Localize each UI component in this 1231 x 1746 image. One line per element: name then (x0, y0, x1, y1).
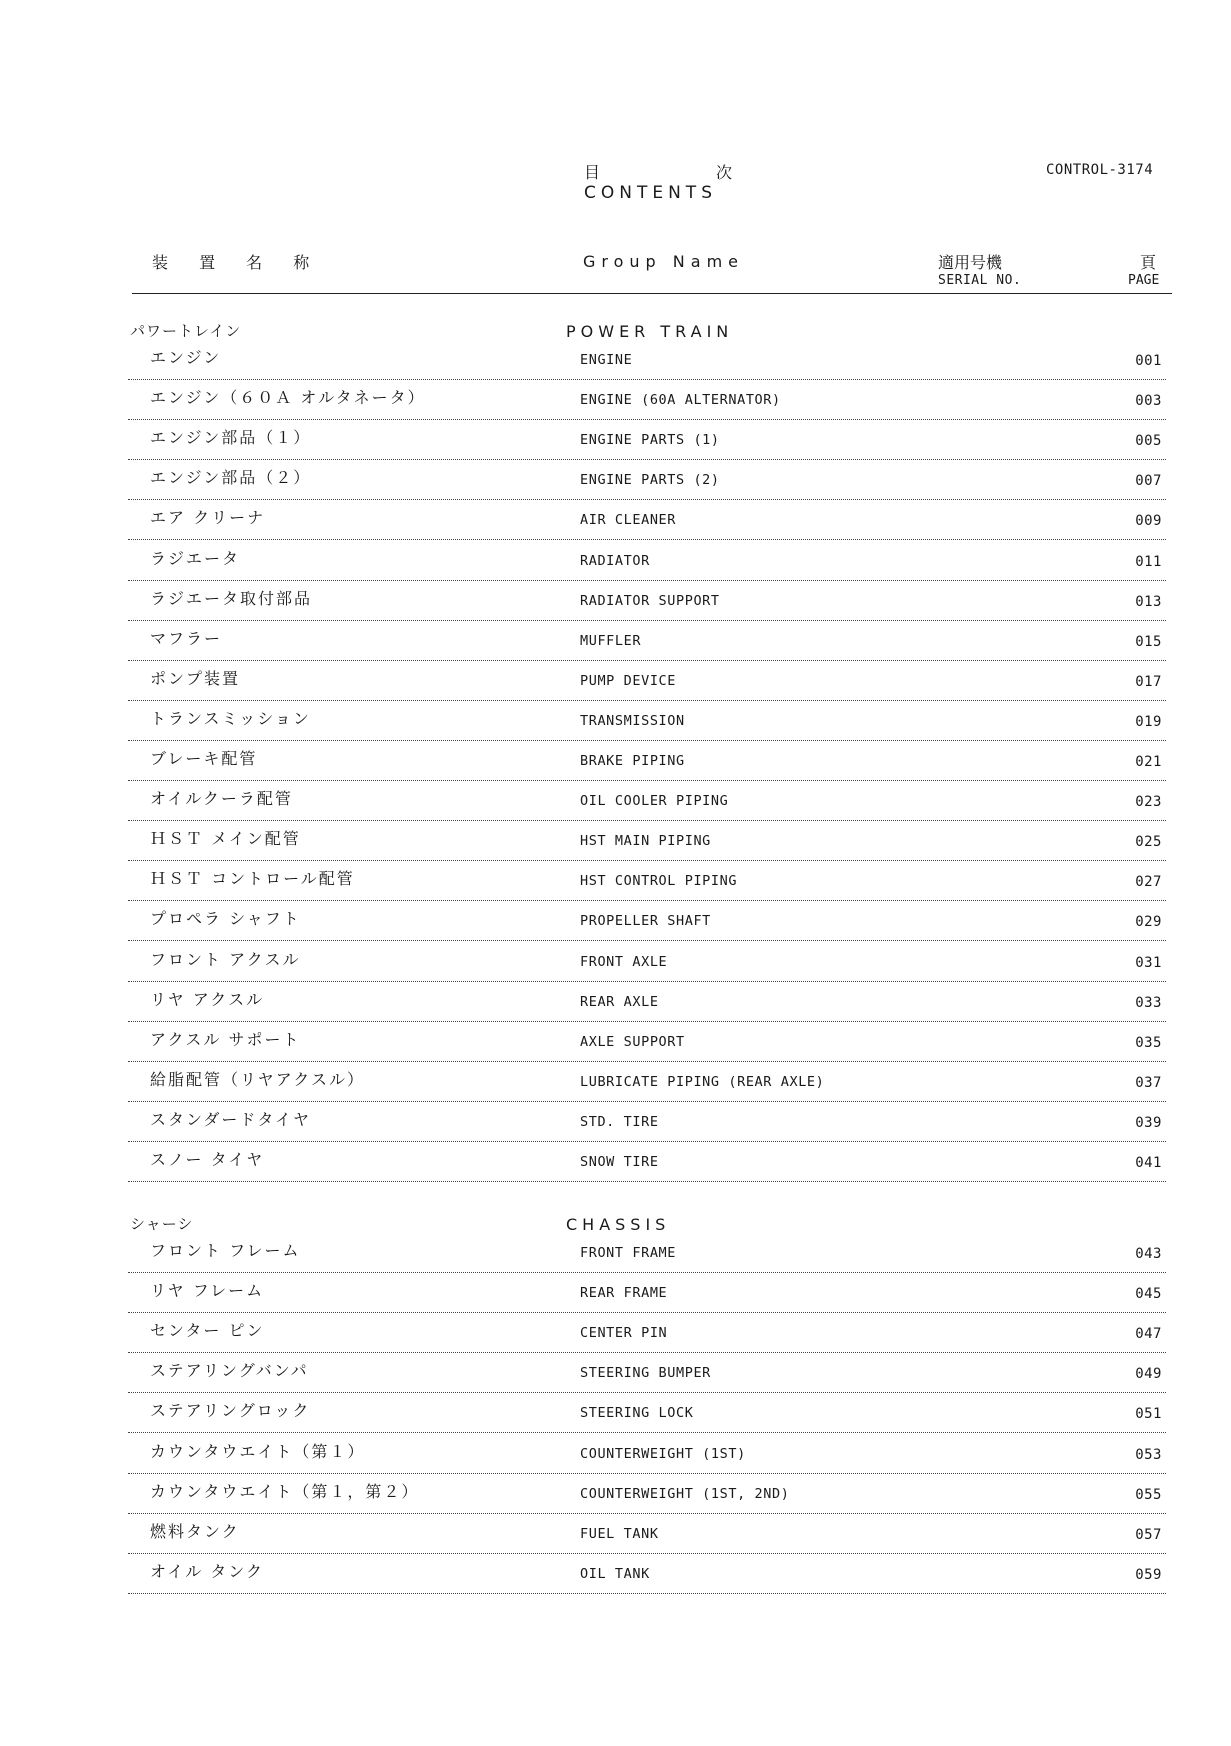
contents-row (128, 741, 1166, 781)
row-page-number: 025 (1135, 834, 1162, 851)
contents-row (128, 901, 1166, 941)
row-name-jp: マフラー (150, 628, 223, 648)
row-group-name: HST CONTROL PIPING (580, 873, 738, 890)
row-name-jp: リヤ フレーム (150, 1281, 265, 1301)
section-title-jp: パワートレイン (130, 322, 242, 340)
row-page-number: 037 (1135, 1074, 1162, 1091)
row-name-jp: センター ピン (150, 1321, 265, 1341)
title-jp-right: 次 (715, 163, 734, 182)
row-name-jp: フロント フレーム (150, 1241, 301, 1260)
row-name-jp: アクスル サポート (150, 1029, 301, 1049)
contents-row (128, 340, 1166, 380)
row-name-jp: カウンタウエイト（第１，第２） (150, 1481, 420, 1501)
row-name-jp: トランスミッション (150, 708, 311, 728)
contents-row (128, 1393, 1166, 1433)
contents-row (128, 581, 1166, 621)
row-name-jp: プロペラ シャフト (150, 909, 301, 929)
row-name-jp: 燃料タンク (150, 1521, 240, 1541)
row-group-name: TRANSMISSION (580, 712, 685, 729)
row-name-jp: ＨＳＴ メイン配管 (150, 829, 301, 849)
contents-row (128, 1434, 1166, 1474)
row-dotted-rule (128, 1181, 1166, 1182)
row-group-name: FRONT AXLE (580, 953, 668, 970)
row-page-number: 007 (1135, 473, 1162, 490)
row-page-number: 003 (1135, 393, 1162, 410)
row-page-number: 047 (1135, 1326, 1162, 1343)
row-group-name: REAR FRAME (580, 1285, 668, 1302)
row-page-number: 041 (1135, 1155, 1162, 1171)
row-name-jp: 給脂配管（リヤアクスル） (150, 1069, 366, 1089)
row-group-name: FUEL TANK (580, 1525, 659, 1542)
row-group-name: OIL COOLER PIPING (580, 793, 729, 810)
row-page-number: 005 (1135, 433, 1162, 450)
row-name-jp: エンジン部品（２） (150, 468, 312, 488)
contents-row (128, 1233, 1166, 1273)
row-name-jp: カウンタウエイト（第１） (150, 1441, 366, 1461)
row-group-name: SNOW TIRE (580, 1154, 659, 1170)
row-page-number: 039 (1135, 1114, 1162, 1131)
row-group-name: REAR AXLE (580, 993, 659, 1010)
row-page-number: 035 (1135, 1034, 1162, 1051)
page-title-en: CONTENTS (584, 183, 717, 203)
contents-row (128, 541, 1166, 581)
contents-row (128, 380, 1166, 420)
row-page-number: 055 (1135, 1486, 1162, 1503)
contents-row (128, 500, 1166, 540)
contents-row (128, 1554, 1166, 1594)
row-page-number: 057 (1135, 1526, 1162, 1543)
contents-row (128, 1022, 1166, 1062)
row-name-jp: フロント アクスル (150, 949, 301, 969)
row-group-name: PROPELLER SHAFT (580, 913, 711, 930)
row-page-number: 001 (1135, 353, 1162, 369)
contents-row (128, 1142, 1166, 1182)
row-page-number: 017 (1135, 673, 1162, 690)
column-header-page-jp: 頁 (1140, 253, 1157, 272)
row-name-jp: ＨＳＴ コントロール配管 (150, 869, 355, 889)
document-code: CONTROL-3174 (1046, 162, 1154, 178)
row-group-name: ENGINE PARTS (2) (580, 472, 720, 489)
header-divider (132, 293, 1172, 294)
section-title-jp: シャーシ (130, 1215, 194, 1233)
row-page-number: 021 (1135, 754, 1162, 770)
row-page-number: 019 (1135, 713, 1162, 730)
row-page-number: 043 (1135, 1246, 1162, 1262)
row-name-jp: エンジン (150, 348, 222, 367)
page-title-jp (584, 160, 734, 183)
contents-row (128, 1273, 1166, 1313)
contents-row (128, 1474, 1166, 1514)
row-group-name: AXLE SUPPORT (580, 1033, 685, 1050)
row-name-jp: オイル タンク (150, 1561, 264, 1581)
row-group-name: RADIATOR SUPPORT (580, 592, 720, 609)
contents-row (128, 1353, 1166, 1393)
row-name-jp: オイルクーラ配管 (150, 789, 293, 809)
row-name-jp: エンジン部品（１） (150, 428, 312, 448)
section-title-en: POWER TRAIN (566, 322, 734, 341)
row-group-name: STEERING BUMPER (580, 1365, 711, 1382)
contents-row (128, 701, 1166, 741)
row-group-name: MUFFLER (580, 632, 642, 649)
row-group-name: OIL TANK (580, 1565, 650, 1582)
row-name-jp: スノー タイヤ (150, 1150, 265, 1169)
contents-row (128, 781, 1166, 821)
contents-row (128, 460, 1166, 500)
row-group-name: LUBRICATE PIPING (REAR AXLE) (580, 1073, 825, 1090)
row-group-name: COUNTERWEIGHT (1ST) (580, 1445, 746, 1462)
title-jp-left: 目 (584, 163, 603, 182)
row-name-jp: ステアリングロック (150, 1401, 311, 1421)
column-header-name-jp: 装 置 名 称 (152, 253, 323, 272)
column-header-serial-en: SERIAL NO. (938, 273, 1022, 288)
row-page-number: 051 (1135, 1406, 1162, 1423)
row-name-jp: ラジエータ取付部品 (150, 588, 313, 608)
row-name-jp: ラジエータ (150, 548, 241, 568)
contents-row (128, 821, 1166, 861)
row-name-jp: エア クリーナ (150, 508, 266, 528)
contents-row (128, 861, 1166, 901)
row-page-number: 053 (1135, 1446, 1162, 1463)
row-page-number: 049 (1135, 1366, 1162, 1383)
row-group-name: STEERING LOCK (580, 1405, 694, 1422)
row-page-number: 023 (1135, 794, 1162, 811)
row-group-name: AIR CLEANER (580, 512, 677, 529)
row-page-number: 033 (1135, 994, 1162, 1011)
contents-row (128, 942, 1166, 982)
column-header-page-en: PAGE (1128, 273, 1160, 288)
contents-row (128, 1313, 1166, 1353)
contents-row (128, 1102, 1166, 1142)
row-group-name: BRAKE PIPING (580, 753, 685, 769)
contents-row (128, 1062, 1166, 1102)
row-page-number: 013 (1135, 593, 1162, 610)
row-group-name: ENGINE PARTS (1) (580, 432, 720, 449)
row-group-name: RADIATOR (580, 552, 650, 569)
row-name-jp: ポンプ装置 (150, 668, 241, 688)
row-name-jp: スタンダードタイヤ (150, 1109, 312, 1129)
contents-row (128, 420, 1166, 460)
row-page-number: 027 (1135, 874, 1162, 891)
row-page-number: 059 (1135, 1566, 1162, 1583)
row-page-number: 031 (1135, 954, 1162, 971)
row-group-name: HST MAIN PIPING (580, 833, 711, 850)
contents-row (128, 1514, 1166, 1554)
section-title-en: CHASSIS (566, 1215, 671, 1234)
row-group-name: ENGINE (60A ALTERNATOR) (580, 392, 781, 409)
row-group-name: STD. TIRE (580, 1113, 659, 1130)
row-page-number: 029 (1135, 914, 1162, 931)
row-page-number: 045 (1135, 1286, 1162, 1303)
column-header-group-name: Group Name (583, 252, 744, 271)
row-page-number: 015 (1135, 633, 1162, 650)
row-name-jp: エンジン（６０Ａ オルタネータ） (150, 388, 426, 408)
contents-row (128, 621, 1166, 661)
column-header-serial-jp: 適用号機 (938, 253, 1003, 272)
row-group-name: ENGINE (580, 352, 633, 368)
row-page-number: 011 (1135, 553, 1162, 570)
row-name-jp: リヤ アクスル (150, 989, 265, 1009)
row-name-jp: ステアリングバンパ (150, 1361, 309, 1381)
row-page-number: 009 (1135, 513, 1162, 530)
row-name-jp: ブレーキ配管 (150, 749, 258, 768)
row-group-name: PUMP DEVICE (580, 672, 677, 689)
row-group-name: FRONT FRAME (580, 1245, 677, 1261)
contents-row (128, 982, 1166, 1022)
row-group-name: CENTER PIN (580, 1325, 668, 1342)
row-dotted-rule (128, 1593, 1166, 1594)
contents-row (128, 661, 1166, 701)
row-group-name: COUNTERWEIGHT (1ST, 2ND) (580, 1485, 790, 1502)
